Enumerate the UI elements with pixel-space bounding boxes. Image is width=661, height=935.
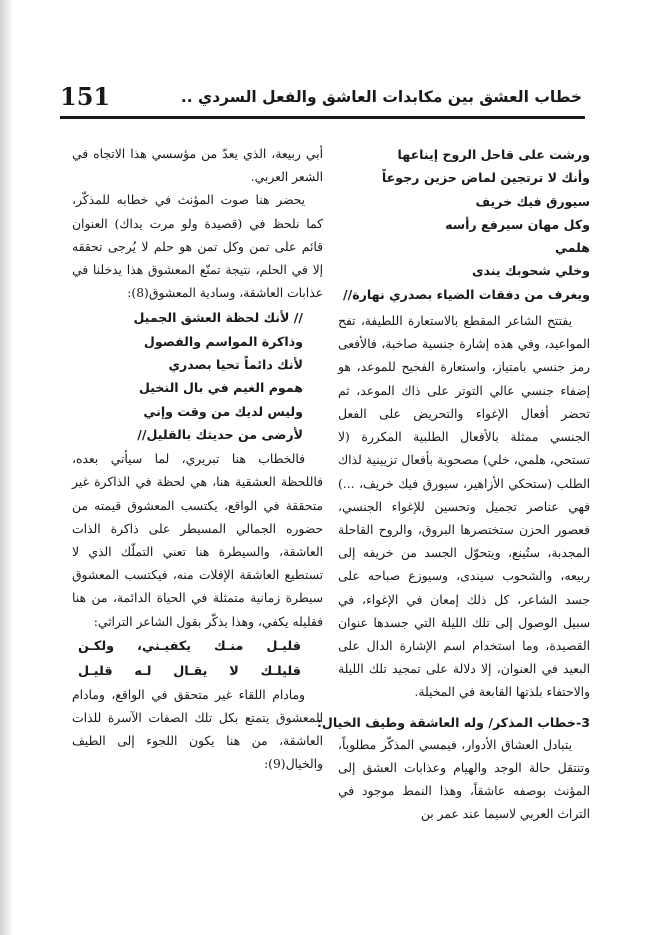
closing-paragraph: ومادام اللقاء غير متحقق في الواقع، ومادام المعشوق يتمتع بكل تلك الصفات الآسرة للذات العاشقة، من هنا يكون اللجوء إلى الطيف والخيال(9): — [72, 687, 323, 772]
couplet-second-hemistich: قليلـك لا يقـال لـه قليـل — [78, 663, 301, 679]
poem-excerpt — [72, 306, 323, 446]
intro-paragraph: يحضر هنا صوت المؤنث في خطابه للمذكّر، كما نلحظ في (قصيدة ولو مرت يداك) العنوان قائم على تمن وكل تمن هو حلم لا يُرجى تحققه إلا في الحلم، نتيجة تمنّع المعشوق هذا يدخلنا في عذابات العاشقة، وسادية المعشوق(8): — [72, 193, 323, 301]
poem-excerpt — [338, 143, 590, 306]
verse-line: وليس لديك من وقت وإني — [143, 403, 303, 419]
continuation-paragraph: أبي ربيعة، الذي يعدّ من مؤسسي هذا الاتجاه في الشعر العربي. — [72, 147, 323, 185]
verse-line: هلمي — [554, 240, 590, 256]
running-title: خطاب العشق بين مكابدات العاشق والفعل السردي .. — [180, 88, 582, 106]
verse-line: هموم الغيم في بال النخيل — [138, 380, 303, 396]
verse-line: ورشت على قاحل الروح إيناعها — [397, 147, 590, 162]
analysis-paragraph: يفتتح الشاعر المقطع بالاستعارة اللطيفة، تفح المواعيد، وفي هذه إشارة جنسية صاخبة، فالأفعى رمز جنسي بامتياز، واستعارة الفحيح للموعد، هو إضفاء جنسي عالي التوتر على ذاك الموعد، ثم تحضر أفعال الإغواء والتحريض على الفعل الجنسي ممثلة بالأفعال الطلبية المكررة (لا تستحي، هلمي، خلي) مصحوبة بأفعال تزيينية لذاك الطلب (ستحكي الأزاهير، سيورق فيك خريف، ...) فهي عناصر تجميل وتحسين للإغواء الجنسي، فعصور الحزن ستختصرها البروق، والروح القاحلة المجدبة، ستُينع، ويتحوّل الجسد من خريفه إلى ربيعه، والشحوب سيندى، وسيوزع صباحه على جسد الشاعر، كل ذلك إمعان في الإغواء، في سبيل الوصول إلى تلك الليلة التي جسدها عنوان القصيدة، وما استخدام اسم الإشارة الدال على البعيد في العنوان، إلا دلالة على تمجيد تلك الليلة والاحتفاء بلذتها القابعة في المخيلة. — [338, 314, 590, 700]
page-number: 151 — [60, 82, 111, 111]
right-column — [316, 143, 590, 827]
verse-line: سيورق فيك خريف — [475, 193, 590, 209]
verse-line: وذاكرة المواسم والفصول — [143, 333, 303, 349]
header-rule — [60, 116, 585, 119]
analysis-paragraph: فالخطاب هنا تبريري، لما سيأتي بعده، فاللحظة العشقية هنا، هي لحظة في الذاكرة غير متحققة في الواقع، يكتسب المعشوق قيمته من حضوره الجمالي المسيطر على ذاكرة الذات العاشقة، والسيطرة هنا تعني التملّك الذي لا تستطيع العاشقة الإفلات منه، فيكتسب المعشوق سيطرة زمانية متمثلة في الحياة الدائمة، من هنا فقليله يكفي، وهذا يذكّر بقول الشاعر التراثي: — [72, 452, 323, 629]
verse-line: ويغرف من دفقات الضياء بصدري نهارة// — [343, 286, 590, 302]
scan-edge-shadow — [0, 0, 14, 935]
left-column — [72, 143, 323, 777]
verse-line: لأنك دائماً تحيا بصدري — [168, 357, 303, 373]
couplet-first-hemistich: قليـل منـك يكفيـني، ولكـن — [78, 638, 301, 654]
page-header — [60, 84, 582, 114]
section-paragraph: يتبادل العشاق الأدوار، فيمسي المذكّر مطلوباً، وتنتقل حالة الوجد والهيام وعذابات العشق إلى المؤنث بوصفه عاشقاً، وهذا النمط موجود في التراث العربي لاسيما عند عمر بن — [338, 737, 590, 822]
verse-line: وأنك لا ترتجين لماض حزين رجوعاً — [381, 170, 590, 186]
verse-line: // لأنك لحظة العشق الجميل — [133, 310, 303, 326]
verse-line: وخلي شحوبك يندى — [471, 263, 590, 279]
verse-line: لأرضى من حديثك بالقليل// — [137, 426, 303, 442]
section-heading: 3-خطاب المذكر/ وله العاشقة وطيف الخيال: — [316, 714, 590, 730]
verse-line: وكل مهان سيرفع رأسه — [445, 216, 590, 232]
